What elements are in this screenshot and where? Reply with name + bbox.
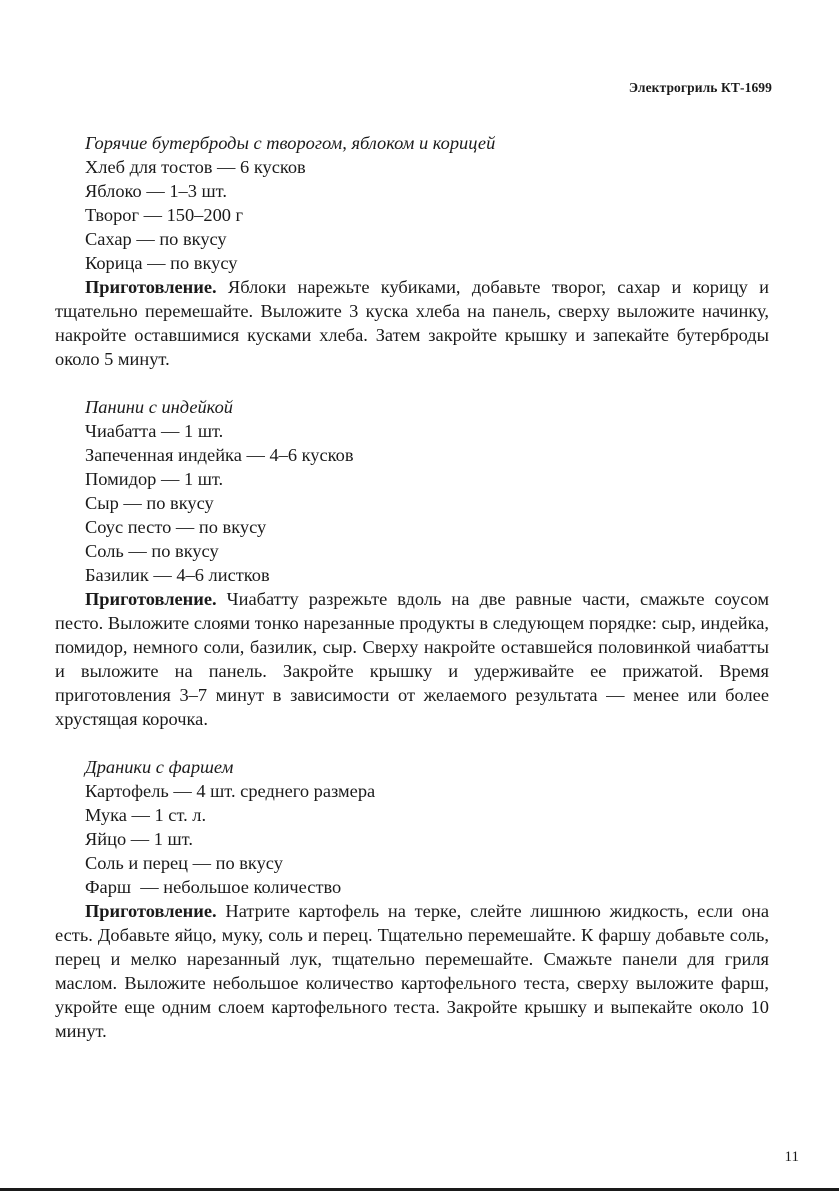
running-header: Электрогриль КТ-1699 [628,80,772,95]
preparation-paragraph [55,587,769,731]
page-content [55,131,769,1043]
preparation-label: Приготовление. [85,589,217,609]
preparation-paragraph [55,899,769,1043]
ingredient-item: Соль — по вкусу [85,541,219,561]
preparation-text: Натрите картофель на терке, слейте лишнюю жидкость, если она есть. Добавьте яйцо, муку, соль и перец. Тщательно перемешайте. К фаршу добавьте соль, перец и мелко нарезанный лук, тщательно перемешайте. Смажьте панели для гриля маслом. Выложите небольшое количество картофельного теста, сверху выложите фарш, укройте еще одним слоем картофельного теста. Закройте крышку и выпекайте около 10 минут. [55,901,769,1041]
ingredient-item: Фарш — небольшое количество [85,877,342,897]
page-number: 11 [784,1149,799,1165]
preparation-paragraph [55,275,769,371]
ingredient-item: Соус песто — по вкусу [85,517,267,537]
ingredient-item: Творог — 150–200 г [85,205,244,225]
ingredient-item: Яблоко — 1–3 шт. [85,181,227,201]
ingredient-item: Хлеб для тостов — 6 кусков [85,157,306,177]
preparation-text: Яблоки нарежьте кубиками, добавьте творог, сахар и корицу и тщательно перемешайте. Выложите 3 куска хлеба на панель, сверху выложите начинку, накройте оставшимися кусками хлеба. Затем закройте крышку и запекайте бутерброды около 5 минут. [55,277,769,369]
preparation-label: Приготовление. [85,277,217,297]
ingredient-item: Чиабатта — 1 шт. [85,421,224,441]
recipe-potato-pancakes [55,755,769,1043]
preparation-label: Приготовление. [85,901,217,921]
recipe-hot-sandwiches [55,131,769,371]
recipe-title: Горячие бутерброды с творогом, яблоком и корицей [85,133,496,153]
ingredient-item: Мука — 1 ст. л. [85,805,207,825]
ingredient-item: Картофель — 4 шт. среднего размера [85,781,376,801]
recipe-title: Панини с индейкой [85,397,233,417]
ingredient-item: Сахар — по вкусу [85,229,227,249]
recipe-panini [55,395,769,731]
preparation-text: Чиабатту разрежьте вдоль на две равные части, смажьте соусом песто. Выложите слоями тонко нарезанные продукты в следующем порядке: сыр, индейка, помидор, немного соли, базилик, сыр. Сверху накройте оставшейся половинкой чиабатты и выложите на панель. Закройте крышку и удерживайте ее прижатой. Время приготовления 3–7 минут в зависимости от желаемого результата — менее или более хрустящая корочка. [55,589,769,729]
ingredient-item: Соль и перец — по вкусу [85,853,283,873]
ingredient-item: Помидор — 1 шт. [85,469,224,489]
ingredient-item: Яйцо — 1 шт. [85,829,193,849]
recipe-title: Драники с фаршем [85,757,234,777]
ingredient-item: Базилик — 4–6 листков [85,565,270,585]
ingredient-item: Сыр — по вкусу [85,493,214,513]
ingredient-item: Запеченная индейка — 4–6 кусков [85,445,354,465]
ingredient-item: Корица — по вкусу [85,253,238,273]
